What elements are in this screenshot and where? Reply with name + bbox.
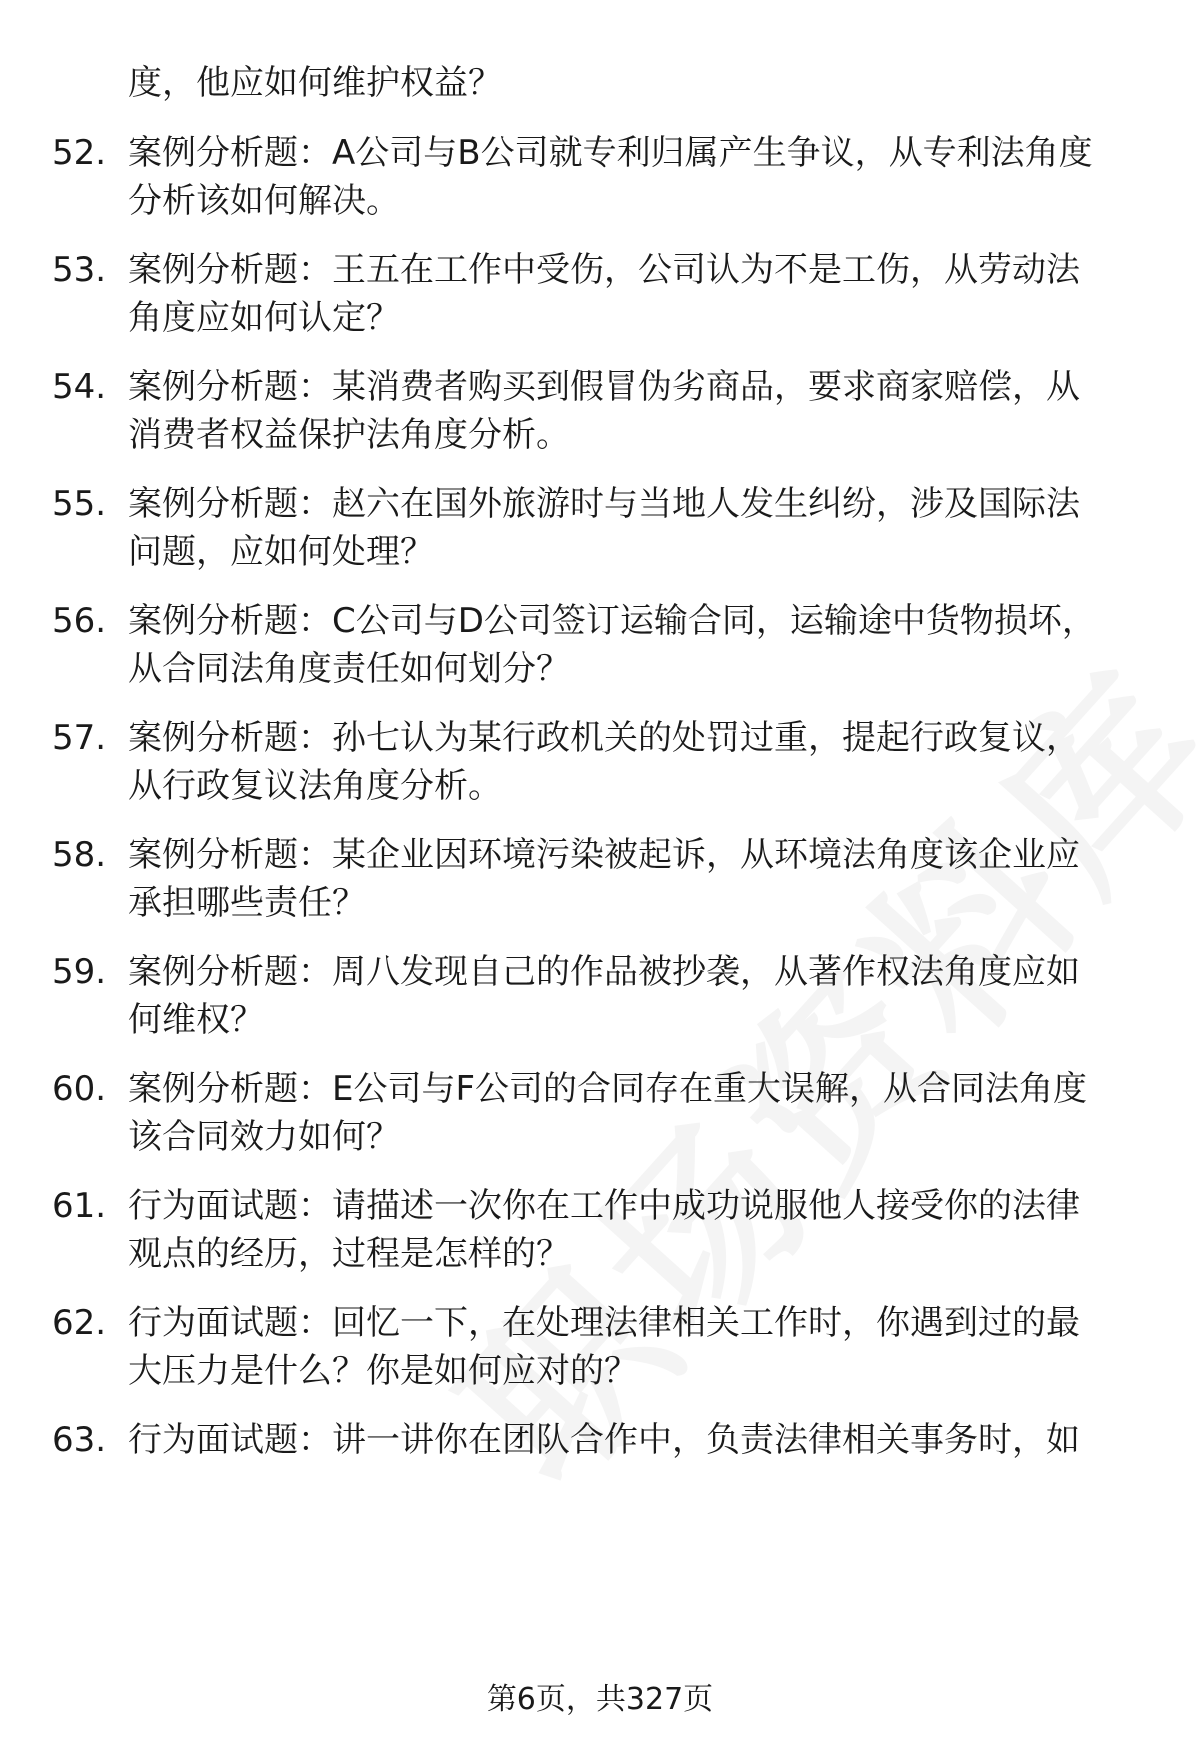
- question-text-line: 案例分析题：E公司与F公司的合同存在重大误解，从合同法角度: [128, 1069, 1088, 1109]
- question-text-line: 从合同法角度责任如何划分？: [128, 649, 570, 689]
- page-footer: 第6页，共327页: [486, 1682, 714, 1717]
- question-text-line: 案例分析题：A公司与B公司就专利归属产生争议，从专利法角度: [128, 133, 1093, 173]
- question-number: 58.: [52, 835, 107, 875]
- question-number: 53.: [52, 250, 107, 290]
- question-text-line: 问题，应如何处理？: [128, 532, 434, 572]
- continuation-line: 度，他应如何维护权益？: [128, 63, 502, 103]
- question-text-line: 案例分析题：周八发现自己的作品被抄袭，从著作权法角度应如: [128, 952, 1080, 992]
- question-text-line: 该合同效力如何？: [128, 1117, 400, 1157]
- question-number: 54.: [52, 367, 107, 407]
- question-text-line: 案例分析题：孙七认为某行政机关的处罚过重，提起行政复议，: [128, 718, 1080, 758]
- question-text-line: 案例分析题：C公司与D公司签订运输合同，运输途中货物损坏，: [128, 601, 1096, 641]
- question-text-line: 案例分析题：王五在工作中受伤，公司认为不是工伤，从劳动法: [128, 250, 1080, 290]
- question-text-line: 承担哪些责任？: [128, 883, 366, 923]
- question-text-line: 大压力是什么？你是如何应对的？: [128, 1351, 638, 1391]
- question-text-line: 案例分析题：赵六在国外旅游时与当地人发生纠纷，涉及国际法: [128, 484, 1080, 524]
- question-number: 55.: [52, 484, 107, 524]
- question-text-line: 分析该如何解决。: [128, 181, 400, 221]
- question-number: 57.: [52, 718, 107, 758]
- question-number: 62.: [52, 1303, 107, 1343]
- question-text-line: 行为面试题：请描述一次你在工作中成功说服他人接受你的法律: [128, 1186, 1080, 1226]
- question-text-line: 行为面试题：回忆一下，在处理法律相关工作时，你遇到过的最: [128, 1303, 1080, 1343]
- question-number: 52.: [52, 133, 107, 173]
- question-text-line: 行为面试题：讲一讲你在团队合作中，负责法律相关事务时，如: [128, 1420, 1080, 1460]
- question-text-line: 从行政复议法角度分析。: [128, 766, 502, 806]
- question-text-line: 角度应如何认定？: [128, 298, 400, 338]
- question-text-line: 消费者权益保护法角度分析。: [128, 415, 570, 455]
- question-number: 63.: [52, 1420, 107, 1460]
- question-text-line: 何维权？: [128, 1000, 264, 1040]
- question-text-line: 案例分析题：某消费者购买到假冒伪劣商品，要求商家赔偿，从: [128, 367, 1080, 407]
- question-text-line: 案例分析题：某企业因环境污染被起诉，从环境法角度该企业应: [128, 835, 1080, 875]
- question-number: 60.: [52, 1069, 107, 1109]
- question-number: 56.: [52, 601, 107, 641]
- question-text-line: 观点的经历，过程是怎样的？: [128, 1234, 570, 1274]
- question-number: 59.: [52, 952, 107, 992]
- question-number: 61.: [52, 1186, 107, 1226]
